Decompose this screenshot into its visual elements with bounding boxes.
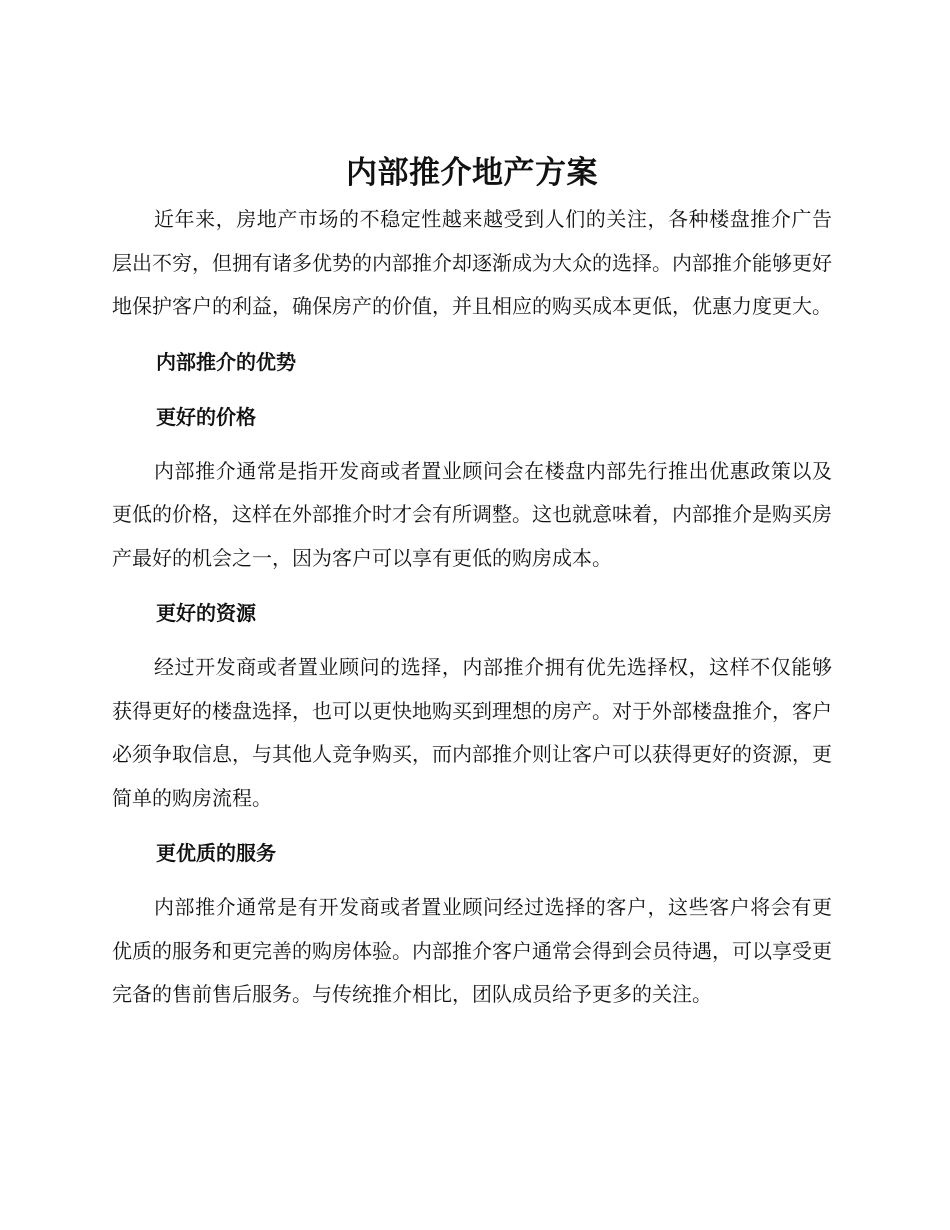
paragraph-better-service: 内部推介通常是有开发商或者置业顾问经过选择的客户，这些客户将会有更优质的服务和更完善的购房体验。内部推介客户通常会得到会员待遇，可以享受更完备的售前售后服务。与传统推介相比，团队成员给予更多的关注。 <box>112 895 832 1006</box>
spacer <box>112 580 832 591</box>
subheading-better-resources: 更好的资源 <box>156 601 256 625</box>
document-page <box>112 148 832 1017</box>
paragraph-better-price: 内部推介通常是指开发商或者置业顾问会在楼盘内部先行推出优惠政策以及更低的价格，这样在外部推介时才会有所调整。这也就意味着，内部推介是购买房产最好的机会之一，因为客户可以享有更低的购房成本。 <box>112 458 832 570</box>
intro-paragraph: 近年来，房地产市场的不稳定性越来越受到人们的关注，各种楼盘推介广告层出不穷，但拥有诸多优势的内部推介却逐渐成为大众的选择。内部推介能够更好地保护客户的利益，确保房产的价值，并且相应的购买成本更低，优惠力度更大。 <box>112 207 832 318</box>
spacer <box>112 329 832 340</box>
spacer <box>112 635 832 646</box>
section-heading-advantages: 内部推介的优势 <box>156 349 296 374</box>
subheading-better-service: 更优质的服务 <box>156 841 276 865</box>
document-title: 内部推介地产方案 <box>346 155 598 191</box>
spacer <box>112 820 832 831</box>
spacer <box>112 384 832 395</box>
paragraph-better-resources: 经过开发商或者置业顾问的选择，内部推介拥有优先选择权，这样不仅能够获得更好的楼盘选择，也可以更快地购买到理想的房产。对于外部楼盘推介，客户必须争取信息，与其他人竞争购买，而内部推介则让客户可以获得更好的资源，更简单的购房流程。 <box>112 655 832 810</box>
subheading-better-price: 更好的价格 <box>156 404 256 429</box>
spacer <box>112 439 832 450</box>
spacer <box>112 875 832 886</box>
